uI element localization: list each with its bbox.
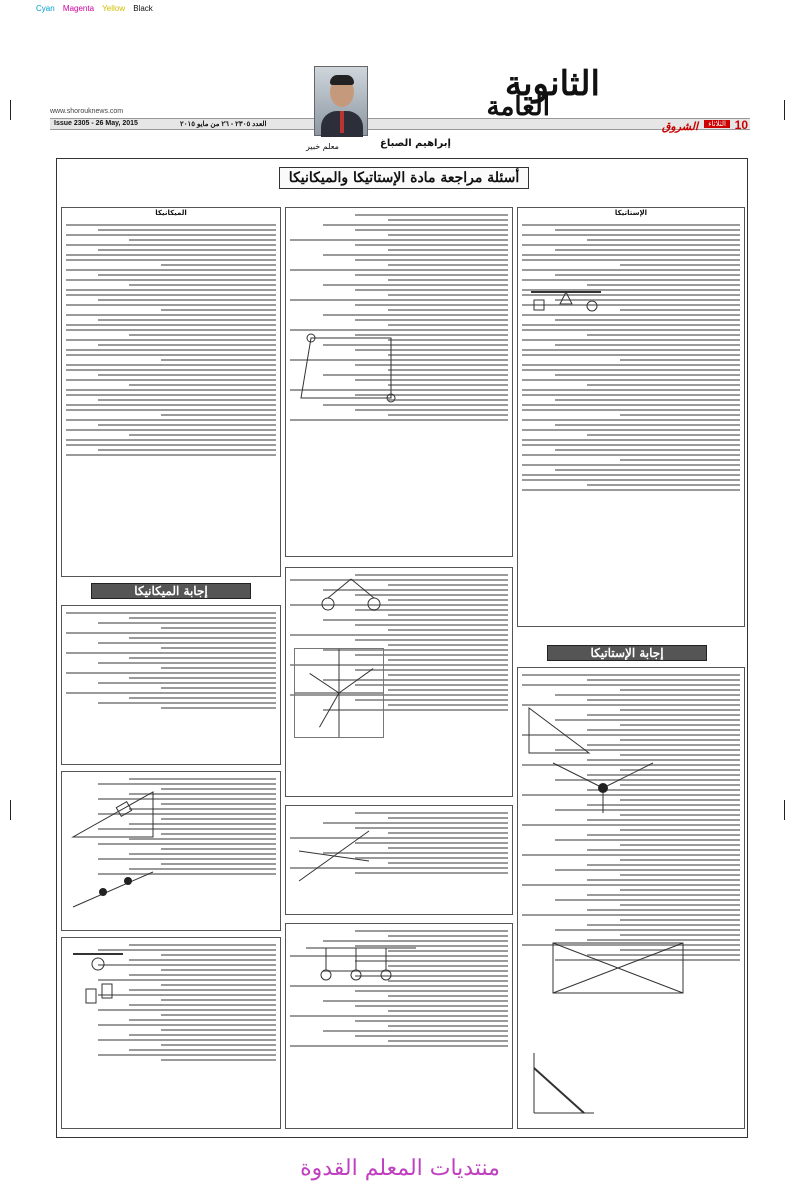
main-heading: أسئلة مراجعة مادة الإستاتيكا والميكانيكا xyxy=(279,167,529,189)
page-number: 10 xyxy=(734,118,748,132)
yellow-mark: Yellow xyxy=(102,4,125,13)
force-grid-diagram xyxy=(294,648,384,738)
hanging-weight-diagram xyxy=(548,758,658,828)
statics-answers-box xyxy=(517,667,745,1129)
mechanics-questions-text xyxy=(62,218,280,462)
issue-label: Issue 2305 - 26 May, 2015 xyxy=(54,120,138,127)
mechanics-answers-text-1 xyxy=(62,606,280,715)
mechanics-answers-box-1 xyxy=(61,605,281,765)
mechanics-box-title: الميكانيكا xyxy=(155,209,187,217)
trapezoid-diagram xyxy=(296,328,406,408)
crop-mark xyxy=(10,100,11,120)
author-name: إبراهيم الصباغ xyxy=(380,138,451,149)
ladder-diagram xyxy=(524,1048,604,1118)
crop-mark xyxy=(10,800,11,820)
author-photo xyxy=(314,66,368,136)
print-color-marks xyxy=(36,4,159,13)
masthead-title: الثانوية xyxy=(504,64,600,104)
slope-balls-diagram xyxy=(68,862,158,912)
cyan-mark: Cyan xyxy=(36,4,55,13)
pulley-masses-diagram xyxy=(68,944,128,1014)
statics-questions-text xyxy=(518,218,744,497)
mechanics-answers-box-3 xyxy=(61,937,281,1129)
balance-diagram xyxy=(526,278,606,318)
author-role: معلم خبير xyxy=(306,142,339,151)
statics-box-title: الإستاتيكا xyxy=(614,209,648,217)
crop-mark xyxy=(784,800,785,820)
ramp-block-diagram xyxy=(68,782,158,842)
brand-logo: الشروق xyxy=(661,120,698,133)
black-mark: Black xyxy=(133,4,153,13)
statics-answers-header: إجابة الإستاتيكا xyxy=(547,645,707,661)
mechanics-column xyxy=(61,197,281,1131)
inclined-plane-diagram xyxy=(524,698,594,758)
hanging-masses-diagram xyxy=(306,944,416,984)
magenta-mark: Magenta xyxy=(62,4,95,13)
site-url: www.shorouknews.com xyxy=(50,108,124,115)
pulley-diagram xyxy=(316,574,386,614)
mechanics-answers-header: إجابة الميكانيكا xyxy=(91,583,251,599)
forum-footer: منتديات المعلم القدوة xyxy=(300,1156,500,1181)
issue-bar xyxy=(50,118,750,130)
crop-mark xyxy=(784,100,785,120)
masthead-subtitle: العامة xyxy=(486,92,550,122)
statics-column xyxy=(517,197,745,1131)
middle-lower-box xyxy=(285,805,513,915)
mechanics-questions-box xyxy=(61,207,281,577)
middle-center-box xyxy=(285,567,513,797)
masthead xyxy=(50,62,750,158)
article-frame xyxy=(56,158,748,1138)
statics-questions-box xyxy=(517,207,745,627)
middle-column xyxy=(285,197,513,1131)
issue-label-arabic: العدد ٢٣٠٥ - ٢٦ من مايو ٢٠١٥ xyxy=(180,121,267,128)
angle-lines-diagram xyxy=(294,826,374,886)
rectangle-forces-diagram xyxy=(548,938,688,998)
middle-bottom-box xyxy=(285,923,513,1129)
mechanics-answers-box-2 xyxy=(61,771,281,931)
day-badge: الثلاثاء xyxy=(704,120,730,128)
middle-upper-box xyxy=(285,207,513,557)
